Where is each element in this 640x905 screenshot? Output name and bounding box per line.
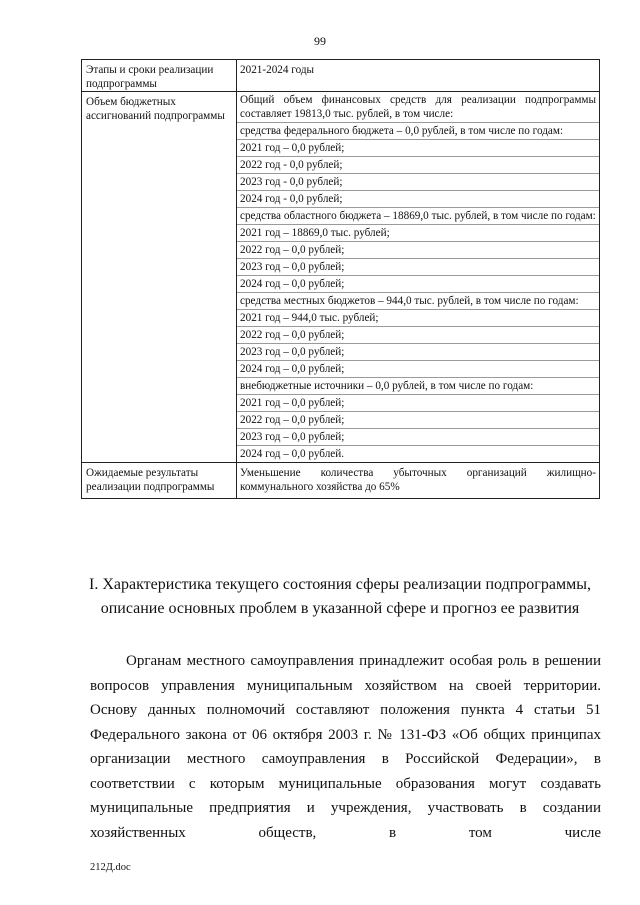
table-row [82,463,600,499]
row-value-budget [237,92,600,463]
budget-line: 2021 год – 944,0 тыс. рублей; [237,310,599,327]
table-row [82,92,600,463]
budget-line: 2022 год – 0,0 рублей; [237,242,599,259]
budget-line: 2023 год - 0,0 рублей; [237,174,599,191]
budget-line: 2021 год – 0,0 рублей; [237,140,599,157]
budget-line: 2022 год – 0,0 рублей; [237,412,599,429]
section-heading-line: I. Характеристика текущего состояния сферы реализации подпрограммы, [89,576,591,593]
budget-line: 2023 год – 0,0 рублей; [237,259,599,276]
budget-line: 2023 год – 0,0 рублей; [237,429,599,446]
section-heading [80,573,600,621]
budget-line: 2024 год – 0,0 рублей; [237,361,599,378]
budget-line: 2021 год – 18869,0 тыс. рублей; [237,225,599,242]
section-heading-line: описание основных проблем в указанной сфере и прогноз ее развития [100,600,580,617]
budget-line: 2024 год - 0,0 рублей; [237,191,599,208]
stages-value: 2021-2024 годы [240,64,315,76]
row-value-results [237,463,600,499]
budget-line: средства местных бюджетов – 944,0 тыс. рублей, в том числе по годам: [237,293,599,310]
budget-line: средства федерального бюджета – 0,0 рублей, в том числе по годам: [237,123,599,140]
budget-line: Общий объем финансовых средств для реализации подпрограммы составляет 19813,0 тыс. рублей, в том числе: [237,92,599,123]
row-label-stages: Этапы и сроки реализации подпрограммы [82,60,237,92]
results-value: Уменьшение количества убыточных организаций жилищно-коммунального хозяйства до 65% [240,467,596,493]
row-label-results: Ожидаемые результаты реализации подпрограммы [82,463,237,499]
budget-line: 2023 год – 0,0 рублей; [237,344,599,361]
budget-line: 2024 год – 0,0 рублей; [237,276,599,293]
row-value-stages [237,60,600,92]
budget-line: внебюджетные источники – 0,0 рублей, в том числе по годам: [237,378,599,395]
budget-line: 2022 год – 0,0 рублей; [237,327,599,344]
budget-line: 2022 год - 0,0 рублей; [237,157,599,174]
row-label-budget: Объем бюджетных ассигнований подпрограммы [82,92,237,463]
table-row [82,60,600,92]
budget-line: 2021 год – 0,0 рублей; [237,395,599,412]
page-number: 99 [314,34,326,48]
subprogram-passport-table [81,59,600,499]
budget-line: средства областного бюджета – 18869,0 тыс. рублей, в том числе по годам: [237,208,599,225]
budget-line: 2024 год – 0,0 рублей. [240,448,345,460]
footer-file-name: 212Д.doc [90,862,131,873]
body-paragraph: Органам местного самоуправления принадлежит особая роль в решении вопросов управления муниципальным хозяйством на своей территории. Основу данных полномочий составляют положения пункта 4 статьи 51 Федерального закона от 06 октября 2003 г. № 131-ФЗ «Об общих принципах организации местного самоуправления в Российской Федерации», в соответствии с которым муниципальные образования могут создавать муниципальные предприятия и учреждения, участвовать в создании хозяйственных обществ, в том числе [90,653,601,841]
